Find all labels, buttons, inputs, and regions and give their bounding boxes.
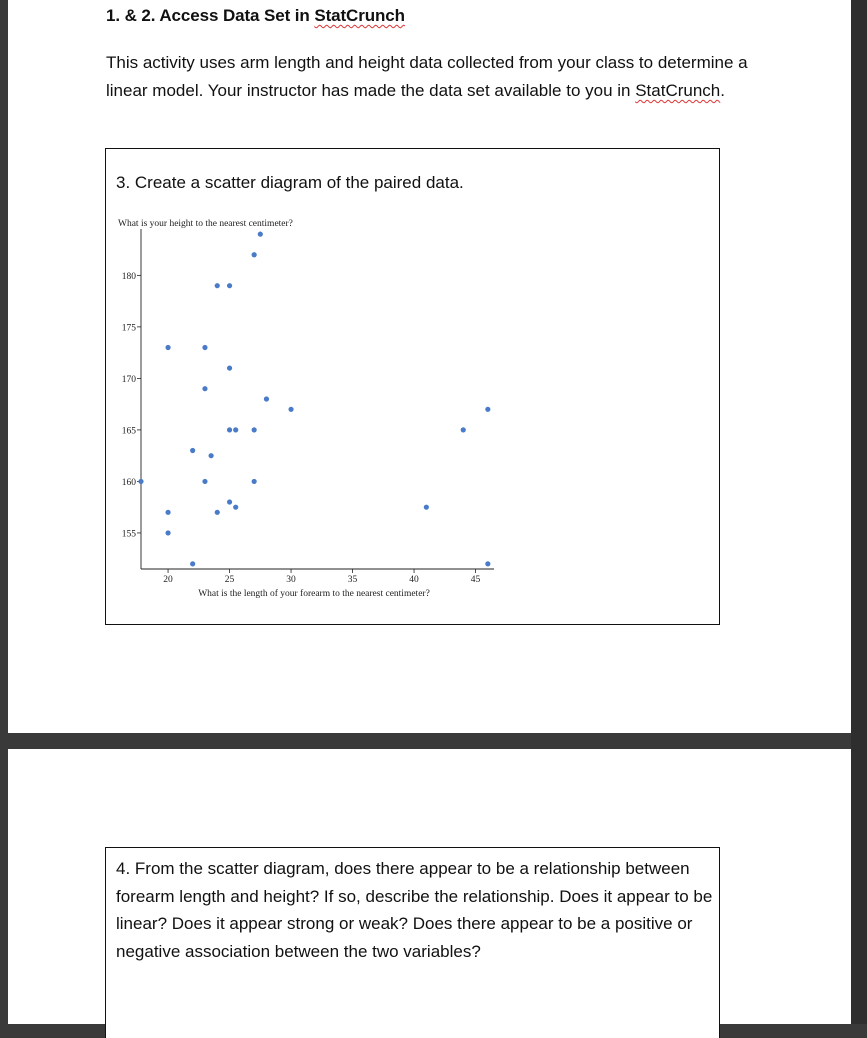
y-tick-label: 170 xyxy=(121,374,136,385)
y-tick-label: 155 xyxy=(121,529,136,540)
x-tick-label: 20 xyxy=(163,575,173,585)
question-3-box xyxy=(105,148,720,625)
viewer-edge xyxy=(851,0,867,1024)
spellcheck-word: StatCrunch xyxy=(314,6,405,25)
data-point xyxy=(227,427,232,432)
x-tick-label: 35 xyxy=(347,575,358,585)
data-point xyxy=(252,427,257,432)
section-heading: 1. & 2. Access Data Set in StatCrunch xyxy=(106,6,405,25)
data-point xyxy=(138,479,143,484)
data-point xyxy=(190,561,195,566)
x-tick-label: 30 xyxy=(286,575,296,585)
x-axis-label: What is the length of your forearm to the nearest centimeter? xyxy=(198,589,430,599)
question-3-title: 3. Create a scatter diagram of the paired data. xyxy=(116,173,464,192)
data-point xyxy=(288,407,293,412)
data-point xyxy=(165,345,170,350)
intro-paragraph: This activity uses arm length and height data collected from your class to determine a linear model. Your instructor has made the data set available to you in StatCrunch. xyxy=(106,53,748,100)
data-point xyxy=(209,453,214,458)
data-point xyxy=(252,479,257,484)
data-point xyxy=(202,479,207,484)
data-point xyxy=(424,505,429,510)
y-tick-label: 180 xyxy=(121,271,136,282)
data-point xyxy=(227,365,232,370)
document-page-2 xyxy=(8,749,851,1024)
y-tick-label: 165 xyxy=(121,426,136,437)
data-point xyxy=(258,232,263,237)
data-point xyxy=(233,427,238,432)
data-point xyxy=(485,561,490,566)
data-point xyxy=(202,386,207,391)
data-point xyxy=(233,505,238,510)
spellcheck-word: StatCrunch xyxy=(635,81,721,100)
data-point xyxy=(215,283,220,288)
data-point xyxy=(202,345,207,350)
x-tick-label: 25 xyxy=(224,575,235,585)
plot-axes xyxy=(122,229,494,585)
x-tick-label: 40 xyxy=(409,575,419,585)
x-tick-label: 45 xyxy=(470,575,481,585)
y-tick-label: 160 xyxy=(121,477,136,488)
data-point xyxy=(485,407,490,412)
question-4-box[interactable] xyxy=(105,847,720,1038)
question-4-text: 4. From the scatter diagram, does there appear to be a relationship between forearm length and height? If so, describe the relationship. Does it appear to be linear? Does it appear strong or weak? Does there appear to be a positive or negative association between the two variables? xyxy=(116,859,713,961)
data-point xyxy=(165,530,170,535)
document-page-1 xyxy=(8,0,851,733)
data-point xyxy=(215,510,220,515)
data-point xyxy=(190,448,195,453)
scatter-points xyxy=(138,232,490,567)
y-tick-label: 175 xyxy=(121,323,136,334)
data-point xyxy=(461,427,466,432)
data-point xyxy=(227,283,232,288)
data-point xyxy=(252,252,257,257)
y-axis-label: What is your height to the nearest centimeter? xyxy=(118,219,293,229)
data-point xyxy=(264,396,269,401)
data-point xyxy=(165,510,170,515)
scatter-plot xyxy=(106,149,719,624)
data-point xyxy=(227,499,232,504)
